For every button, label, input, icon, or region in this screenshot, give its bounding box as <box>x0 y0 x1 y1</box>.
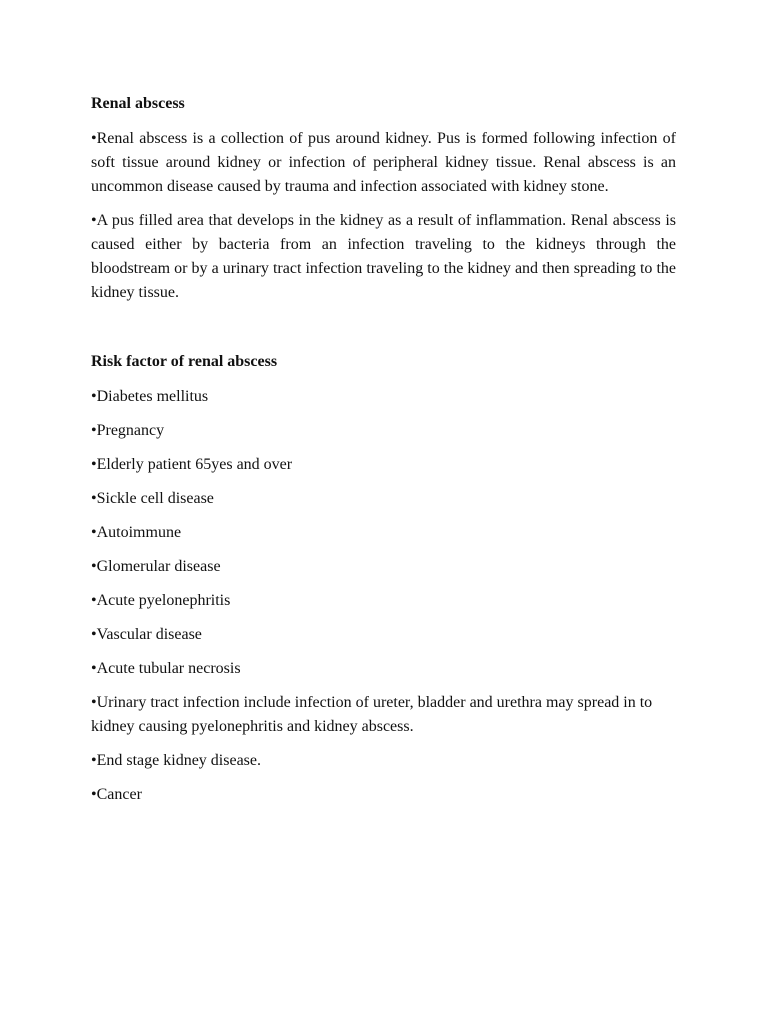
list-item: •Sickle cell disease <box>91 490 214 507</box>
list-item: •Autoimmune <box>91 524 182 541</box>
list-item: •Pregnancy <box>91 422 165 439</box>
list-item: •Vascular disease <box>91 626 202 643</box>
list-item: •Diabetes mellitus <box>91 388 209 405</box>
list-item: •Cancer <box>91 786 142 803</box>
list-item: •Glomerular disease <box>91 558 221 575</box>
list-item: •Acute pyelonephritis <box>91 592 231 609</box>
paragraph-definition: •Renal abscess is a collection of pus around kidney. Pus is formed following infection of soft tissue around kidney or infection of peripheral kidney tissue. Renal abscess is an uncommon disease caused by trauma and infection associated with kidney stone. <box>91 130 676 195</box>
list-item: •Elderly patient 65yes and over <box>91 456 293 473</box>
list-item: •Urinary tract infection include infection of ureter, bladder and urethra may spread in to kidney causing pyelonephritis and kidney abscess. <box>91 694 653 735</box>
paragraph-cause: •A pus filled area that develops in the kidney as a result of inflammation. Renal abscess is caused either by bacteria from an infection traveling to the kidneys through the bloodstream or by a urinary tract infection traveling to the kidney and then spreading to the kidney tissue. <box>91 212 676 301</box>
list-item: •End stage kidney disease. <box>91 752 261 769</box>
risk-factor-list <box>91 385 676 807</box>
section-heading-renal-abscess: Renal abscess <box>91 95 185 112</box>
document-page <box>91 93 676 817</box>
list-item: •Acute tubular necrosis <box>91 660 241 677</box>
section-heading-risk-factors: Risk factor of renal abscess <box>91 353 278 370</box>
